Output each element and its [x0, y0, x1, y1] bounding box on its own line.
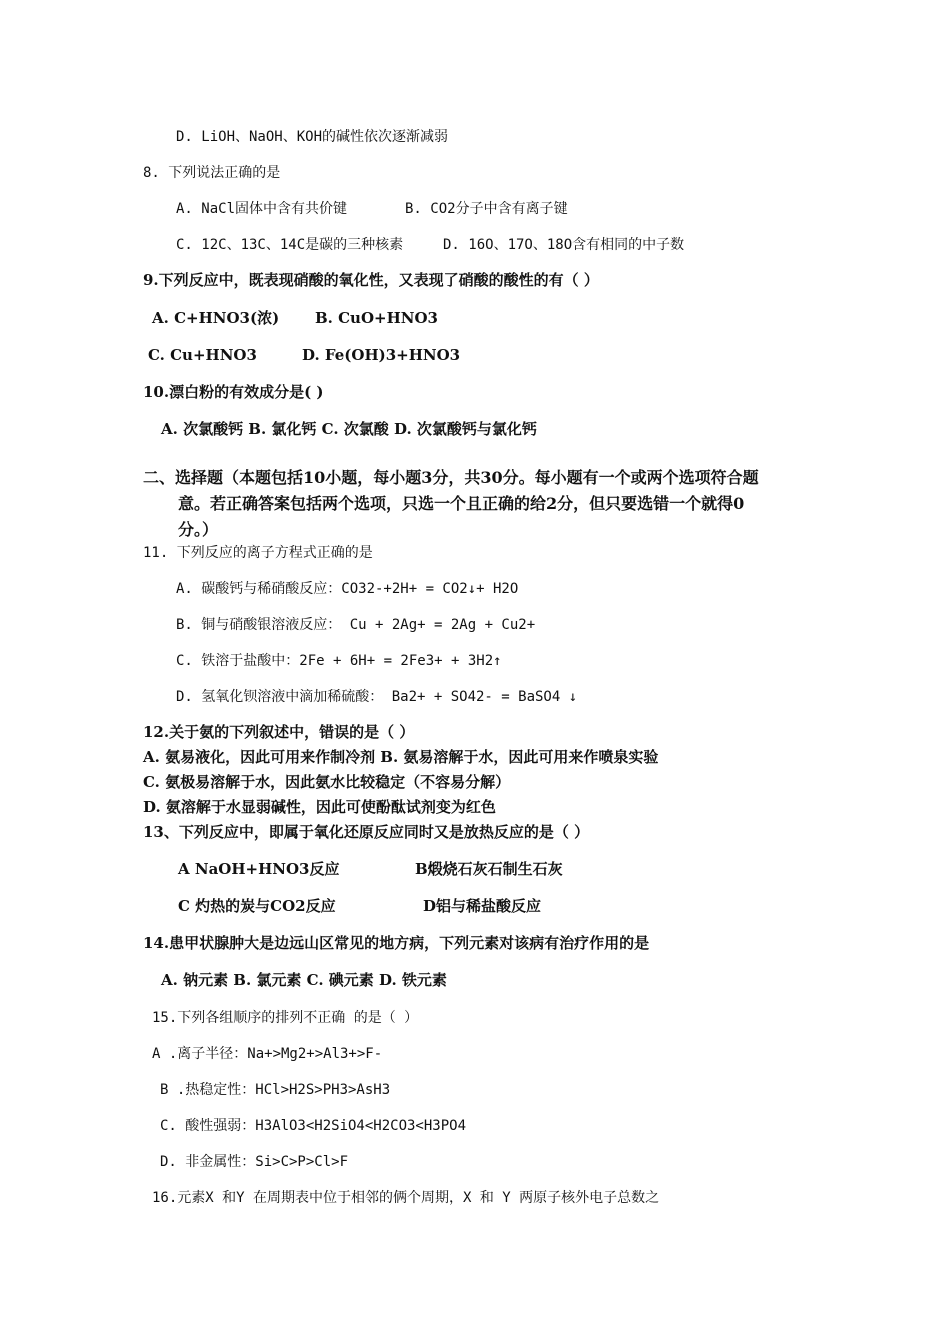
- q9-stem: 9.下列反应中，既表现硝酸的氧化性，又表现了硝酸的酸性的有（ ）: [143, 271, 599, 289]
- q10-options: A. 次氯酸钙 B. 氯化钙 C. 次氯酸 D. 次氯酸钙与氯化钙: [161, 420, 537, 438]
- q9-option-b: B. CuO+HNO3: [315, 309, 438, 327]
- q13-option-c: C 灼热的炭与CO2反应: [178, 897, 336, 915]
- section2-heading-line2: 意。若正确答案包括两个选项，只选一个且正确的给2分，但只要选错一个就得0: [178, 494, 745, 513]
- q15-option-b: B .热稳定性：HCl>H2S>PH3>AsH3: [160, 1082, 391, 1098]
- q8-stem: 8. 下列说法正确的是: [143, 165, 281, 181]
- q13-stem: 13、下列反应中，即属于氧化还原反应同时又是放热反应的是（ ）: [143, 823, 590, 841]
- q14-options: A. 钠元素 B. 氯元素 C. 碘元素 D. 铁元素: [161, 971, 447, 989]
- q13-option-b: B煅烧石灰石制生石灰: [415, 860, 563, 878]
- q8-option-a: A. NaCl固体中含有共价键: [176, 201, 348, 217]
- q14-stem: 14.患甲状腺肿大是边远山区常见的地方病，下列元素对该病有治疗作用的是: [143, 934, 650, 952]
- q9-option-c: C. Cu+HNO3: [148, 346, 257, 364]
- q9-option-a: A. C+HNO3(浓): [152, 309, 280, 327]
- q10-stem: 10.漂白粉的有效成分是( ): [143, 383, 324, 401]
- q7-option-d: D. LiOH、NaOH、KOH的碱性依次逐渐减弱: [176, 129, 449, 145]
- q11-stem: 11. 下列反应的离子方程式正确的是: [143, 545, 373, 561]
- q12-stem: 12.关于氨的下列叙述中，错误的是（ ）: [143, 723, 415, 741]
- q11-option-d: D. 氢氧化钡溶液中滴加稀硫酸： Ba2+ + SO42- = BaSO4 ↓: [176, 689, 578, 705]
- q15-option-d: D. 非金属性：Si>C>P>Cl>F: [160, 1154, 349, 1170]
- q12-option-c: C. 氨极易溶解于水，因此氨水比较稳定（不容易分解）: [143, 773, 511, 791]
- q8-option-b: B. CO2分子中含有离子键: [405, 201, 568, 217]
- section2-heading-line1: 二、选择题（本题包括10小题，每小题3分，共30分。每小题有一个或两个选项符合题: [143, 468, 759, 487]
- section2-heading-line3: 分。）: [178, 520, 219, 539]
- q11-option-c: C. 铁溶于盐酸中：2Fe + 6H+ = 2Fe3+ + 3H2↑: [176, 653, 502, 669]
- q11-option-a: A. 碳酸钙与稀硝酸反应：CO32-+2H+ = CO2↓+ H2O: [176, 581, 519, 597]
- q15-stem: 15.下列各组顺序的排列不正确 的是（ ）: [152, 1010, 419, 1026]
- q8-option-c: C. 12C、13C、14C是碳的三种核素: [176, 237, 404, 253]
- q9-option-d: D. Fe(OH)3+HNO3: [302, 346, 461, 364]
- q15-option-c: C. 酸性强弱：H3AlO3<H2SiO4<H2CO3<H3PO4: [160, 1118, 467, 1134]
- q15-option-a: A .离子半径：Na+>Mg2+>Al3+>F-: [152, 1046, 383, 1062]
- q8-option-d: D. 16O、17O、18O含有相同的中子数: [443, 237, 685, 253]
- q11-option-b: B. 铜与硝酸银溶液反应： Cu + 2Ag+ = 2Ag + Cu2+: [176, 617, 536, 633]
- q12-option-d: D. 氨溶解于水显弱碱性，因此可使酚酞试剂变为红色: [143, 798, 496, 816]
- q16-stem: 16.元素X 和Y 在周期表中位于相邻的俩个周期，X 和 Y 两原子核外电子总数之: [152, 1190, 660, 1206]
- q13-option-a: A NaOH+HNO3反应: [178, 860, 340, 878]
- q13-option-d: D铝与稀盐酸反应: [423, 897, 542, 915]
- q12-options-ab: A. 氨易液化，因此可用来作制冷剂 B. 氨易溶解于水，因此可用来作喷泉实验: [143, 748, 659, 766]
